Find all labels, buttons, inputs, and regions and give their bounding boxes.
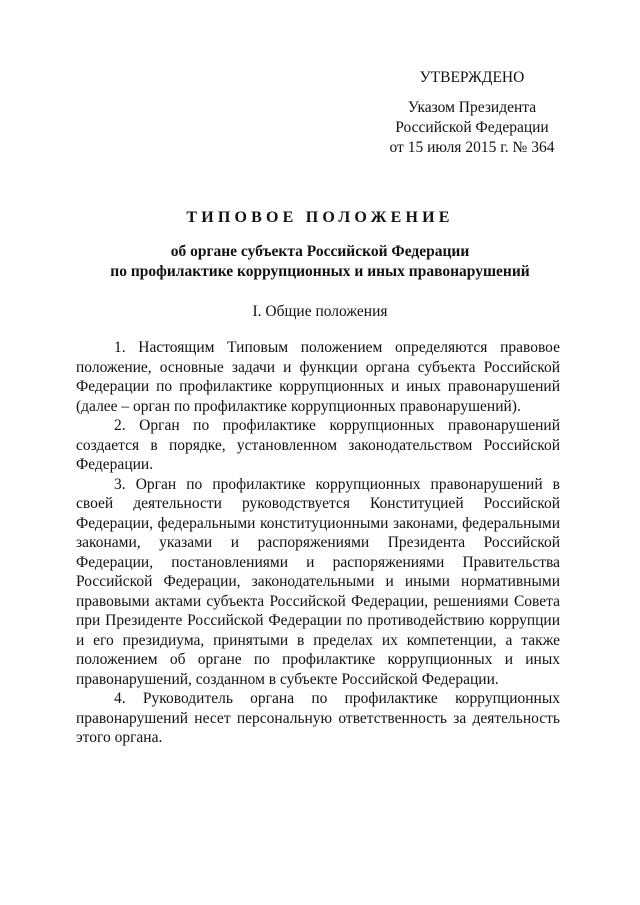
subtitle-line-1: об органе субъекта Российской Федерации [170, 243, 470, 260]
approval-line-2: Российской Федерации [395, 119, 549, 136]
document-subtitle [60, 242, 580, 282]
approval-line-3: от 15 июля 2015 г. № 364 [389, 139, 555, 156]
paragraph-3: 3. Орган по профилактике коррупционных правонарушений в своей деятельности руководствуется Конституцией Российской Федерации, федеральными конституционными законами, федеральными законами, указами и распоряжениями Президента Российской Федерации, постановлениями и распоряжениями Правительства Российской Федерации, законодательными и иными нормативными правовыми актами субъекта Российской Федерации, решениями Совета при Президенте Российской Федерации по противодействию коррупции и его президиума, принятыми в пределах их компетенции, а также положением об органе по профилактике коррупционных и иных правонарушений, созданном в субъекте Российской Федерации. [76, 475, 560, 688]
approval-stamp: УТВЕРЖДЕНО [419, 69, 525, 86]
title-block [60, 208, 580, 282]
paragraph-2: 2. Орган по профилактике коррупционных правонарушений создается в порядке, установленном законодательством Российской Федерации. [76, 417, 560, 473]
document-body [76, 338, 560, 748]
paragraph-4: 4. Руководитель органа по профилактике коррупционных правонарушений несет персональную ответственность за деятельность этого органа. [76, 690, 560, 746]
approval-line-1: Указом Президента [407, 99, 537, 116]
subtitle-line-2: по профилактике коррупционных и иных правонарушений [110, 263, 530, 280]
paragraph-1: 1. Настоящим Типовым положением определяются правовое положение, основные задачи и функции органа субъекта Российской Федерации по профилактике коррупционных и иных правонарушений (далее – орган по профилактике коррупционных правонарушений). [76, 339, 560, 415]
document-title: ТИПОВОЕ ПОЛОЖЕНИЕ [186, 209, 454, 226]
approval-block [372, 68, 572, 158]
section-heading: I. Общие положения [252, 303, 388, 320]
